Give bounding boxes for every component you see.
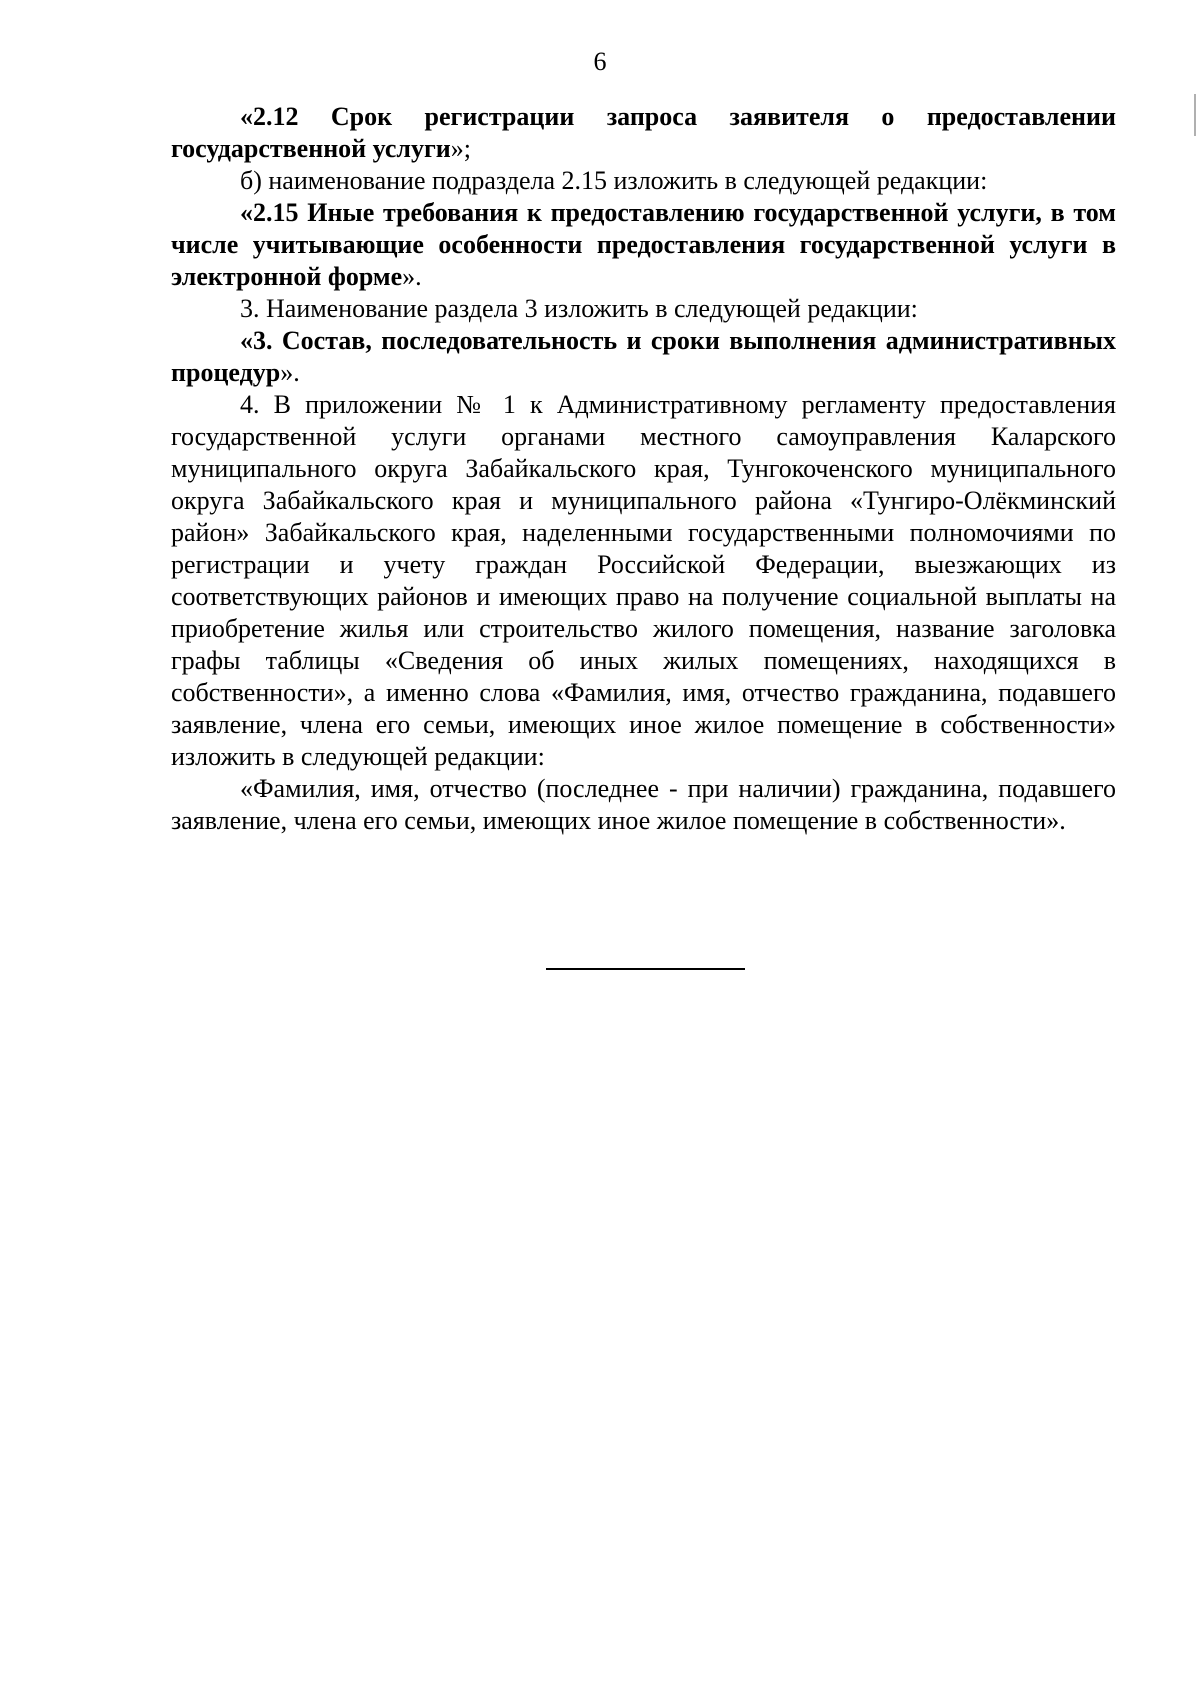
section-3-heading: «3. Состав, последовательность и сроки выполнения административных процедур [171,326,1116,387]
document-body [171,101,1116,837]
section-3-tail: ». [280,358,300,387]
paragraph-subsection-2-15 [171,197,1116,293]
subsection-2-15-tail: ». [402,262,422,291]
end-separator-line [546,968,745,970]
subsection-2-12-heading: «2.12 Срок регистрации запроса заявителя о предоставлении государственной услуги [171,102,1116,163]
paragraph-new-wording: «Фамилия, имя, отчество (последнее - при наличии) гражданина, подавшего заявление, члена его семьи, имеющих иное жилое помещение в собственности». [171,774,1116,835]
paragraph-item-4: 4. В приложении № 1 к Административному регламенту предоставления государственной услуги органами местного самоуправления Каларского муниципального округа Забайкальского края, Тунгокоченского муниципального округа Забайкальского края и муниципального района «Тунгиро-Олёкминский район» Забайкальского края, наделенными государственными полномочиями по регистрации и учету граждан Российской Федерации, выезжающих из соответствующих районов и имеющих право на получение социальной выплаты на приобретение жилья или строительство жилого помещения, название заголовка графы таблицы «Сведения об иных жилых помещениях, находящихся в собственности», а именно слова «Фамилия, имя, отчество гражданина, подавшего заявление, члена его семьи, имеющих иное жилое помещение в собственности» изложить в следующей редакции: [171,390,1116,771]
scan-edge-mark [1194,94,1196,136]
paragraph-item-b: б) наименование подраздела 2.15 изложить в следующей редакции: [240,166,988,195]
subsection-2-12-tail: »; [450,134,472,163]
paragraph-section-3-title [171,325,1116,389]
paragraph-subsection-2-12 [171,101,1116,165]
subsection-2-15-heading: «2.15 Иные требования к предоставлению государственной услуги, в том числе учитывающие особенности предоставления государственной услуги в электронной форме [171,198,1116,291]
page-number: 6 [593,47,607,76]
paragraph-item-3: 3. Наименование раздела 3 изложить в следующей редакции: [240,294,918,323]
